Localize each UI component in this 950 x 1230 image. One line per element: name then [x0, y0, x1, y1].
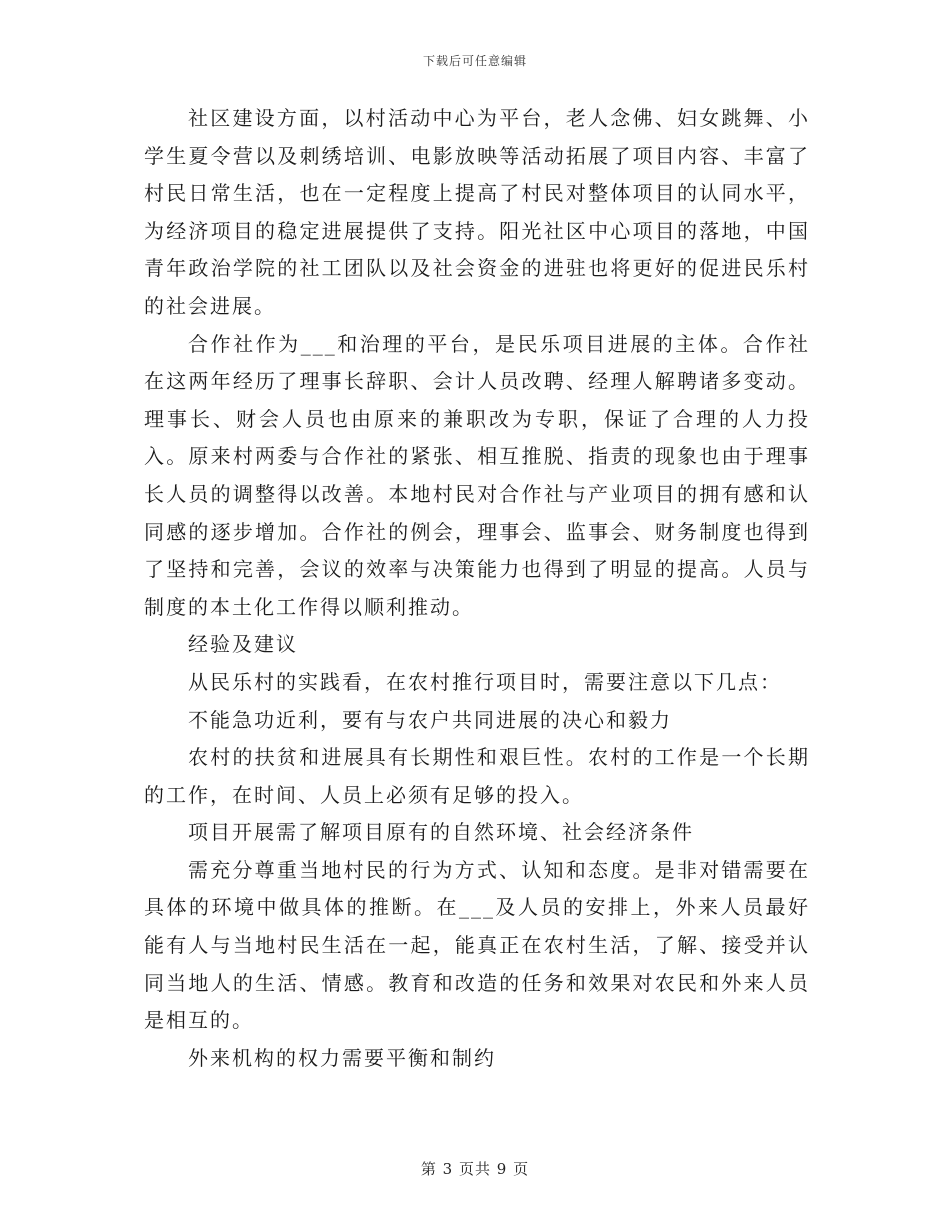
page-footer: 第 3 页共 9 页 — [420, 1160, 530, 1178]
page-header: 下载后可任意编辑 — [422, 54, 527, 68]
section-heading-experience: 经验及建议 — [188, 632, 298, 657]
paragraph-practice-intro: 从民乐村的实践看，在农村推行项目时，需要注意以下几点： — [188, 669, 782, 694]
paragraph-cooperative: 合作社作为___和治理的平台，是民乐项目进展的主体。合作社在这两年经历了理事长辞职、会计人员改聘、经理人解聘诸多变动。理事长、财会人员也由原来的兼职改为专职，保证了合理的人力投入。原来村两委与合作社的紧张、相互推脱、指责的现象也由于理事长人员的调整得以改善。本地村民对合作社与产业项目的拥有感和认同感的逐步增加。合作社的例会，理事会、监事会、财务制度也得到了坚持和完善，会议的效率与决策能力也得到了明显的提高。人员与制度的本土化工作得以顺利推动。 — [144, 331, 810, 619]
point-heading-2: 项目开展需了解项目原有的自然环境、社会经济条件 — [188, 820, 694, 845]
paragraph-point-1: 农村的扶贫和进展具有长期性和艰巨性。农村的工作是一个长期的工作，在时间、人员上必须有足够的投入。 — [144, 745, 810, 807]
paragraph-point-2: 需充分尊重当地村民的行为方式、认知和态度。是非对错需要在具体的环境中做具体的推断。在___及人员的安排上，外来人员最好能有人与当地村民生活在一起，能真正在农村生活，了解、接受并认同当地人的生活、情感。教育和改造的任务和效果对农民和外来人员是相互的。 — [144, 857, 810, 1033]
point-heading-3: 外来机构的权力需要平衡和制约 — [188, 1045, 496, 1070]
document-body — [144, 100, 810, 1077]
point-heading-1: 不能急功近利，要有与农户共同进展的决心和毅力 — [188, 707, 672, 732]
paragraph-community-building: 社区建设方面，以村活动中心为平台，老人念佛、妇女跳舞、小学生夏令营以及刺绣培训、电影放映等活动拓展了项目内容、丰富了村民日常生活，也在一定程度上提高了村民对整体项目的认同水平，为经济项目的稳定进展提供了支持。阳光社区中心项目的落地，中国青年政治学院的社工团队以及社会资金的进驻也将更好的促进民乐村的社会进展。 — [144, 106, 810, 318]
